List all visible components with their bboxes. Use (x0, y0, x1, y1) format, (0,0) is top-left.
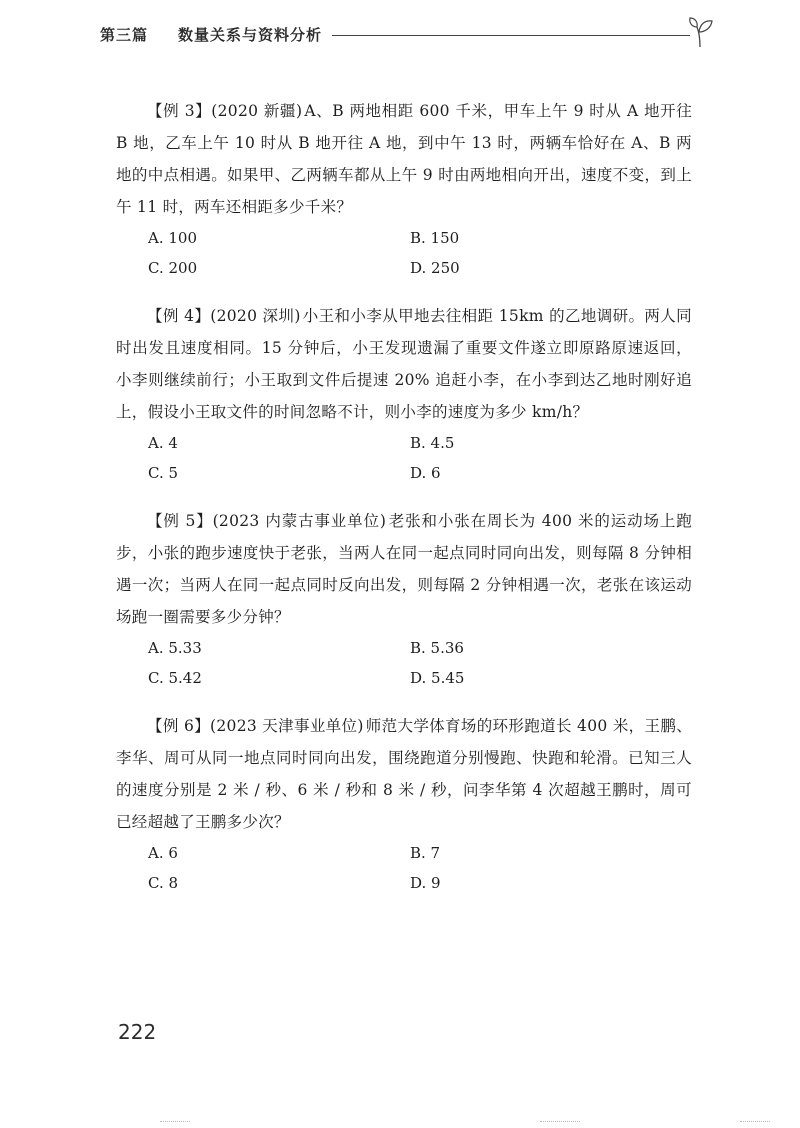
option-c: C. 5.42 (148, 669, 202, 687)
example-source: (2023 天津事业单位) (210, 717, 364, 735)
option-a: A. 6 (148, 844, 178, 862)
options-list (148, 633, 692, 693)
example-tag: 【例 6】 (147, 717, 211, 735)
scan-speckle (160, 1121, 190, 1124)
option-d: D. 250 (410, 259, 460, 277)
question-body: A、B 两地相距 600 千米，甲车上午 9 时从 A 地开往 B 地，乙车上午 10 时从 B 地开往 A 地，到中午 13 时，两辆车恰好在 A、B 两地的中点相遇。如果甲、乙两辆车都从上午 9 时由两地相向开出，速度不变，到上午 11 时，两车还相距多少千米？ (116, 102, 692, 216)
example-5 (116, 505, 692, 693)
option-c: C. 8 (148, 874, 179, 892)
example-source: (2023 内蒙古事业单位) (212, 512, 387, 530)
option-c: C. 200 (148, 259, 198, 277)
header-chapter-title: 数量关系与资料分析 (178, 26, 323, 44)
question-body: 师范大学体育场的环形跑道长 400 米，王鹏、李华、周可从同一地点同时同向出发，围绕跑道分别慢跑、快跑和轮滑。已知三人的速度分别是 2 米 / 秒、6 米 / 秒和 8 米 / 秒，问李华第 4 次超越王鹏时，周可已经超越了王鹏多少次？ (116, 717, 693, 831)
option-b: B. 5.36 (410, 639, 464, 657)
example-source: (2020 深圳) (210, 307, 301, 325)
option-b: B. 150 (410, 229, 460, 247)
scan-speckle (740, 1121, 770, 1124)
option-b: B. 7 (410, 844, 441, 862)
option-d: D. 9 (410, 874, 441, 892)
question-text (116, 710, 692, 838)
page-number: 222 (118, 1020, 157, 1044)
question-body: 小王和小李从甲地去往相距 15km 的乙地调研。两人同时出发且速度相同。15 分钟后，小王发现遗漏了重要文件遂立即原路原速返回，小李则继续前行；小王取到文件后提速 20% 追赶小李，在小李到达乙地时刚好追上，假设小王取文件的时间忽略不计，则小李的速度为多少 km/h？ (116, 307, 692, 421)
option-a: A. 5.33 (148, 639, 202, 657)
page-content (116, 95, 692, 915)
header-part-title: 第三篇 (100, 26, 149, 44)
example-6 (116, 710, 692, 898)
option-d: D. 6 (410, 464, 441, 482)
example-3 (116, 95, 692, 283)
option-a: A. 4 (148, 434, 178, 452)
question-text (116, 300, 692, 428)
options-list (148, 838, 692, 898)
example-4 (116, 300, 692, 488)
option-d: D. 5.45 (410, 669, 465, 687)
option-c: C. 5 (148, 464, 179, 482)
question-body: 老张和小张在周长为 400 米的运动场上跑步，小张的跑步速度快于老张，当两人在同一起点同时同向出发，则每隔 8 分钟相遇一次；当两人在同一起点同时反向出发，则每隔 2 分钟相遇一次，老张在该运动场跑一圈需要多少分钟？ (116, 512, 692, 626)
example-tag: 【例 3】 (147, 102, 212, 120)
running-header (100, 8, 720, 58)
scan-speckle (540, 1121, 580, 1124)
question-text (116, 505, 692, 633)
question-text (116, 95, 692, 223)
example-tag: 【例 5】 (147, 512, 213, 530)
example-source: (2020 新疆) (211, 102, 303, 120)
option-a: A. 100 (148, 229, 197, 247)
options-list (148, 428, 692, 488)
header-rule (332, 35, 690, 36)
example-tag: 【例 4】 (147, 307, 211, 325)
sprout-icon (688, 14, 714, 48)
option-b: B. 4.5 (410, 434, 455, 452)
options-list (148, 223, 692, 283)
